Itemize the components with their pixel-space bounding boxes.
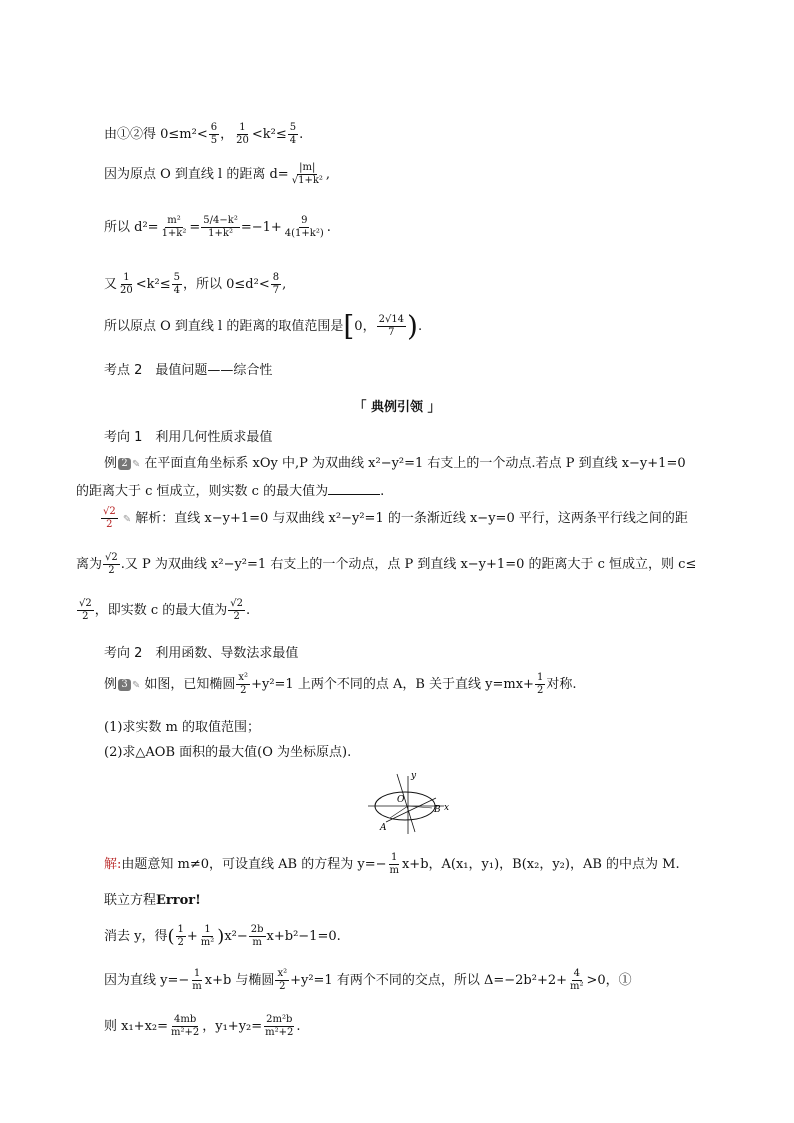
fraction: $\frac{2√14}{7}$ (378, 314, 405, 338)
solution-3-line-4: 因为直线 y=− $\frac{1}{m}$ x+b 与椭圆 $\frac{\text{x²}}{2}$ +y²=1 有两个不同的交点，所以 Δ=−2b²+2+ $\frac{4}{\text{m²}}$ >0，① (104, 968, 632, 992)
answer-blank (328, 484, 380, 495)
solution-2-line-2: 离为 $\frac{√2}{2}$ .又 P 为双曲线 x²−y²=1 右支上的一个动点，点 P 到直线 x−y+1=0 的距离大于 c 恒成立，则 c≤ (76, 552, 697, 576)
label-o: O (397, 795, 405, 805)
subsection-heading: 考向 1 利用几何性质求最值 (104, 430, 273, 445)
pen-icon: ✎ (122, 514, 132, 525)
fraction: $\frac{√2}{2}$ (230, 598, 244, 622)
solution-2-line-1: $\frac{√2}{2}$ ✎ 解析：直线 x−y+1=0 与双曲线 x²−y²=1 的一条渐近线 x−y=0 平行，这两条平行线之间的距 (103, 506, 688, 530)
label-y: y (411, 771, 417, 781)
fraction: $\frac{1}{2}$ (536, 672, 544, 696)
fraction: $\frac{9}{\text{4(1+k²)}}$ (284, 215, 324, 239)
fraction: $\frac{\text{m²}}{\text{1+k²}}$ (161, 215, 187, 239)
line-5: 所以原点 O 到直线 l 的距离的取值范围是[0， $\frac{2√14}{7}$ ). (104, 309, 423, 343)
fraction: $\frac{5}{4}$ (173, 272, 180, 296)
example-3-line: 例 3 ✎ 如图，已知椭圆 $\frac{\text{x²}}{2}$ +y²=1 上两个不同的点 A，B 关于直线 y=mx+ $\frac{1}{2}$ 对称. (104, 672, 577, 696)
fraction: $\frac{|m|}{\text{√1+k²}}$ (291, 162, 323, 186)
solution-2-line-3: $\frac{√2}{2}$ ，即实数 c 的最大值为 $\frac{√2}{2}$ . (79, 598, 251, 622)
example-number-badge: 3 (118, 679, 131, 691)
fraction: $\frac{1}{20}$ (120, 272, 133, 296)
example-3-question-1: (1)求实数 m 的取值范围； (104, 720, 261, 735)
section-heading: 考点 2 最值问题——综合性 (104, 363, 273, 378)
text: 因为原点 O 到直线 l 的距离 d= (104, 167, 289, 182)
fraction: $\frac{\text{x²}}{2}$ (238, 672, 249, 696)
fraction: $\frac{8}{7}$ (272, 272, 280, 296)
ellipse-figure (368, 770, 460, 836)
fraction: $\frac{√2}{2}$ (79, 598, 92, 622)
example-number-badge: 2 (118, 458, 131, 470)
fraction: $\frac{6}{5}$ (210, 122, 218, 146)
example-2-line-2: 的距离大于 c 恒成立，则实数 c 的最大值为 . (76, 484, 385, 499)
label-b: B (434, 805, 441, 815)
lead-title: 「 典例引领 」 (353, 400, 441, 415)
solution-3-line-3: 消去 y，得( $\frac{1}{2}$ + $\frac{1}{\text{m²}}$ )x²− $\frac{2b}{m}$ x+b²−1=0. (104, 924, 341, 948)
line-4: 又 $\frac{1}{20}$ <k²≤ $\frac{5}{4}$ ，所以 0≤d²< $\frac{8}{7}$ , (104, 272, 287, 296)
fraction: $\frac{\text{5/4−k²}}{\text{1+k²}}$ (203, 215, 238, 239)
answer-fraction: $\frac{√2}{2}$ (103, 506, 116, 530)
fraction: $\frac{5}{4}$ (289, 122, 297, 146)
pen-icon: ✎ (132, 680, 141, 691)
line-1: 由①②得 0≤m²< $\frac{6}{5}$ ， $\frac{1}{20}$ <k²≤ $\frac{5}{4}$ . (104, 122, 304, 146)
text: 由①②得 0≤m²< (104, 127, 208, 142)
solution-3-line-5: 则 x₁+x₂= $\frac{4mb}{\text{m²+2}}$ ，y₁+y₂= $\frac{\text{2m²b}}{\text{m²+2}}$ . (104, 1014, 301, 1038)
fraction: $\frac{√2}{2}$ (105, 552, 118, 576)
example-2-line-1: 例 2 ✎ 在平面直角坐标系 xOy 中,P 为双曲线 x²−y²=1 右支上的一个动点.若点 P 到直线 x−y+1=0 (104, 456, 686, 471)
label-a: A (380, 823, 387, 833)
fraction: $\frac{1}{m}$ (389, 852, 399, 876)
line-2: 因为原点 O 到直线 l 的距离 d= $\frac{|m|}{\text{√1+k²}}$ , (104, 162, 331, 186)
pen-icon: ✎ (132, 459, 141, 470)
solution-3-line-1: 解:由题意知 m≠0，可设直线 AB 的方程为 y=− $\frac{1}{m}$ x+b，A(x₁，y₁)，B(x₂，y₂)，AB 的中点为 M. (104, 852, 680, 876)
solution-3-line-2: 联立方程Error! (104, 893, 201, 908)
fraction: $\frac{1}{20}$ (236, 122, 249, 146)
line-3: 所以 d²= $\frac{\text{m²}}{\text{1+k²}}$ = $\frac{\text{5/4−k²}}{\text{1+k²}}$ =−1+ $\frac{9}{\text{4(1+k²)}}$ . (104, 215, 331, 239)
label-x: x (444, 803, 450, 813)
example-3-question-2: (2)求△AOB 面积的最大值(O 为坐标原点). (104, 745, 352, 760)
subsection-heading: 考向 2 利用函数、导数法求最值 (104, 646, 299, 661)
